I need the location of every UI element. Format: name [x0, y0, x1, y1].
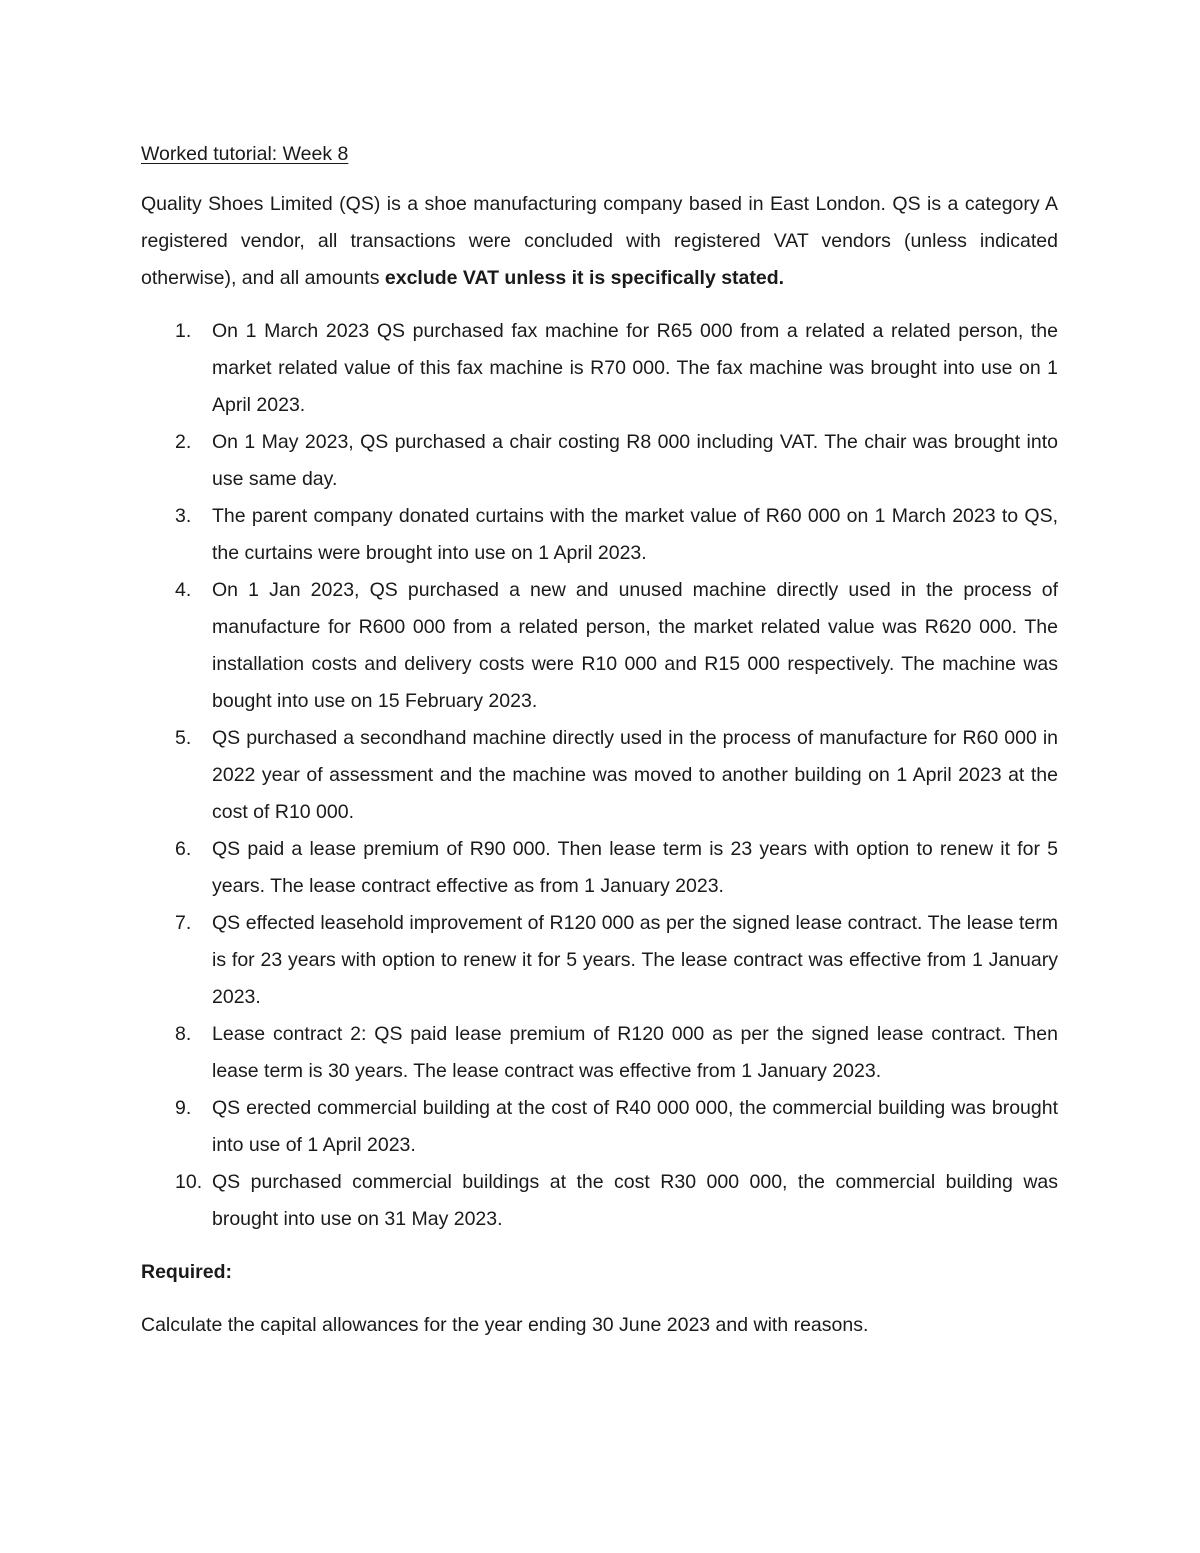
intro-text: Quality Shoes Limited (QS) is a shoe manufacturing company based in East London. QS is a category A registered vendor, all transactions were concluded with registered VAT vendors (unless indicated otherwise), and all amounts — [141, 193, 1058, 289]
list-item-number: 10. — [175, 1171, 203, 1193]
list-item — [141, 313, 1058, 424]
list-item-text: Lease contract 2: QS paid lease premium of R120 000 as per the signed lease contract. Then lease term is 30 years. The lease contract was effective from 1 January 2023. — [212, 1023, 1058, 1082]
page-title: Worked tutorial: Week 8 — [141, 143, 349, 165]
list-item — [141, 424, 1058, 498]
list-item-text: QS effected leasehold improvement of R120 000 as per the signed lease contract. The lease term is for 23 years with option to renew it for 5 years. The lease contract was effective from 1 January 2023. — [212, 912, 1058, 1008]
list-item-text: QS paid a lease premium of R90 000. Then lease term is 23 years with option to renew it for 5 years. The lease contract effective as from 1 January 2023. — [212, 838, 1058, 897]
list-item-text: On 1 March 2023 QS purchased fax machine for R65 000 from a related a related person, the market related value of this fax machine is R70 000. The fax machine was brought into use on 1 April 2023. — [212, 320, 1058, 416]
list-item — [141, 498, 1058, 572]
task-text: Calculate the capital allowances for the year ending 30 June 2023 and with reasons. — [141, 1314, 869, 1336]
list-item-text: QS purchased commercial buildings at the cost R30 000 000, the commercial building was brought into use on 31 May 2023. — [212, 1171, 1058, 1230]
list-item-number: 4. — [175, 579, 192, 601]
list-item — [141, 720, 1058, 831]
list-item-number: 2. — [175, 431, 192, 453]
list-item-number: 6. — [175, 838, 192, 860]
list-item — [141, 572, 1058, 720]
list-item-number: 9. — [175, 1097, 192, 1119]
list-item-number: 7. — [175, 912, 192, 934]
required-heading: Required: — [141, 1261, 233, 1283]
list-item-text: QS purchased a secondhand machine directly used in the process of manufacture for R60 000 in 2022 year of assessment and the machine was moved to another building on 1 April 2023 at the cost of R10 000. — [212, 727, 1058, 823]
list-item-number: 3. — [175, 505, 192, 527]
list-item — [141, 1016, 1058, 1090]
list-item-text: On 1 Jan 2023, QS purchased a new and unused machine directly used in the process of manufacture for R600 000 from a related person, the market related value was R620 000. The installation costs and delivery costs were R10 000 and R15 000 respectively. The machine was bought into use on 15 February 2023. — [212, 579, 1058, 712]
list-item-number: 5. — [175, 727, 192, 749]
list-item — [141, 1090, 1058, 1164]
list-item-text: On 1 May 2023, QS purchased a chair costing R8 000 including VAT. The chair was brought into use same day. — [212, 431, 1058, 490]
document-content — [141, 138, 1058, 1344]
list-item — [141, 1164, 1058, 1238]
transaction-list — [141, 313, 1058, 1238]
list-item-text: QS erected commercial building at the cost of R40 000 000, the commercial building was brought into use of 1 April 2023. — [212, 1097, 1058, 1156]
list-item-text: The parent company donated curtains with the market value of R60 000 on 1 March 2023 to QS, the curtains were brought into use on 1 April 2023. — [212, 505, 1058, 564]
intro-bold-text: exclude VAT unless it is specifically stated. — [384, 267, 785, 289]
list-item — [141, 831, 1058, 905]
list-item-number: 1. — [175, 320, 192, 342]
list-item — [141, 905, 1058, 1016]
intro-paragraph — [141, 186, 1058, 297]
list-item-number: 8. — [175, 1023, 192, 1045]
